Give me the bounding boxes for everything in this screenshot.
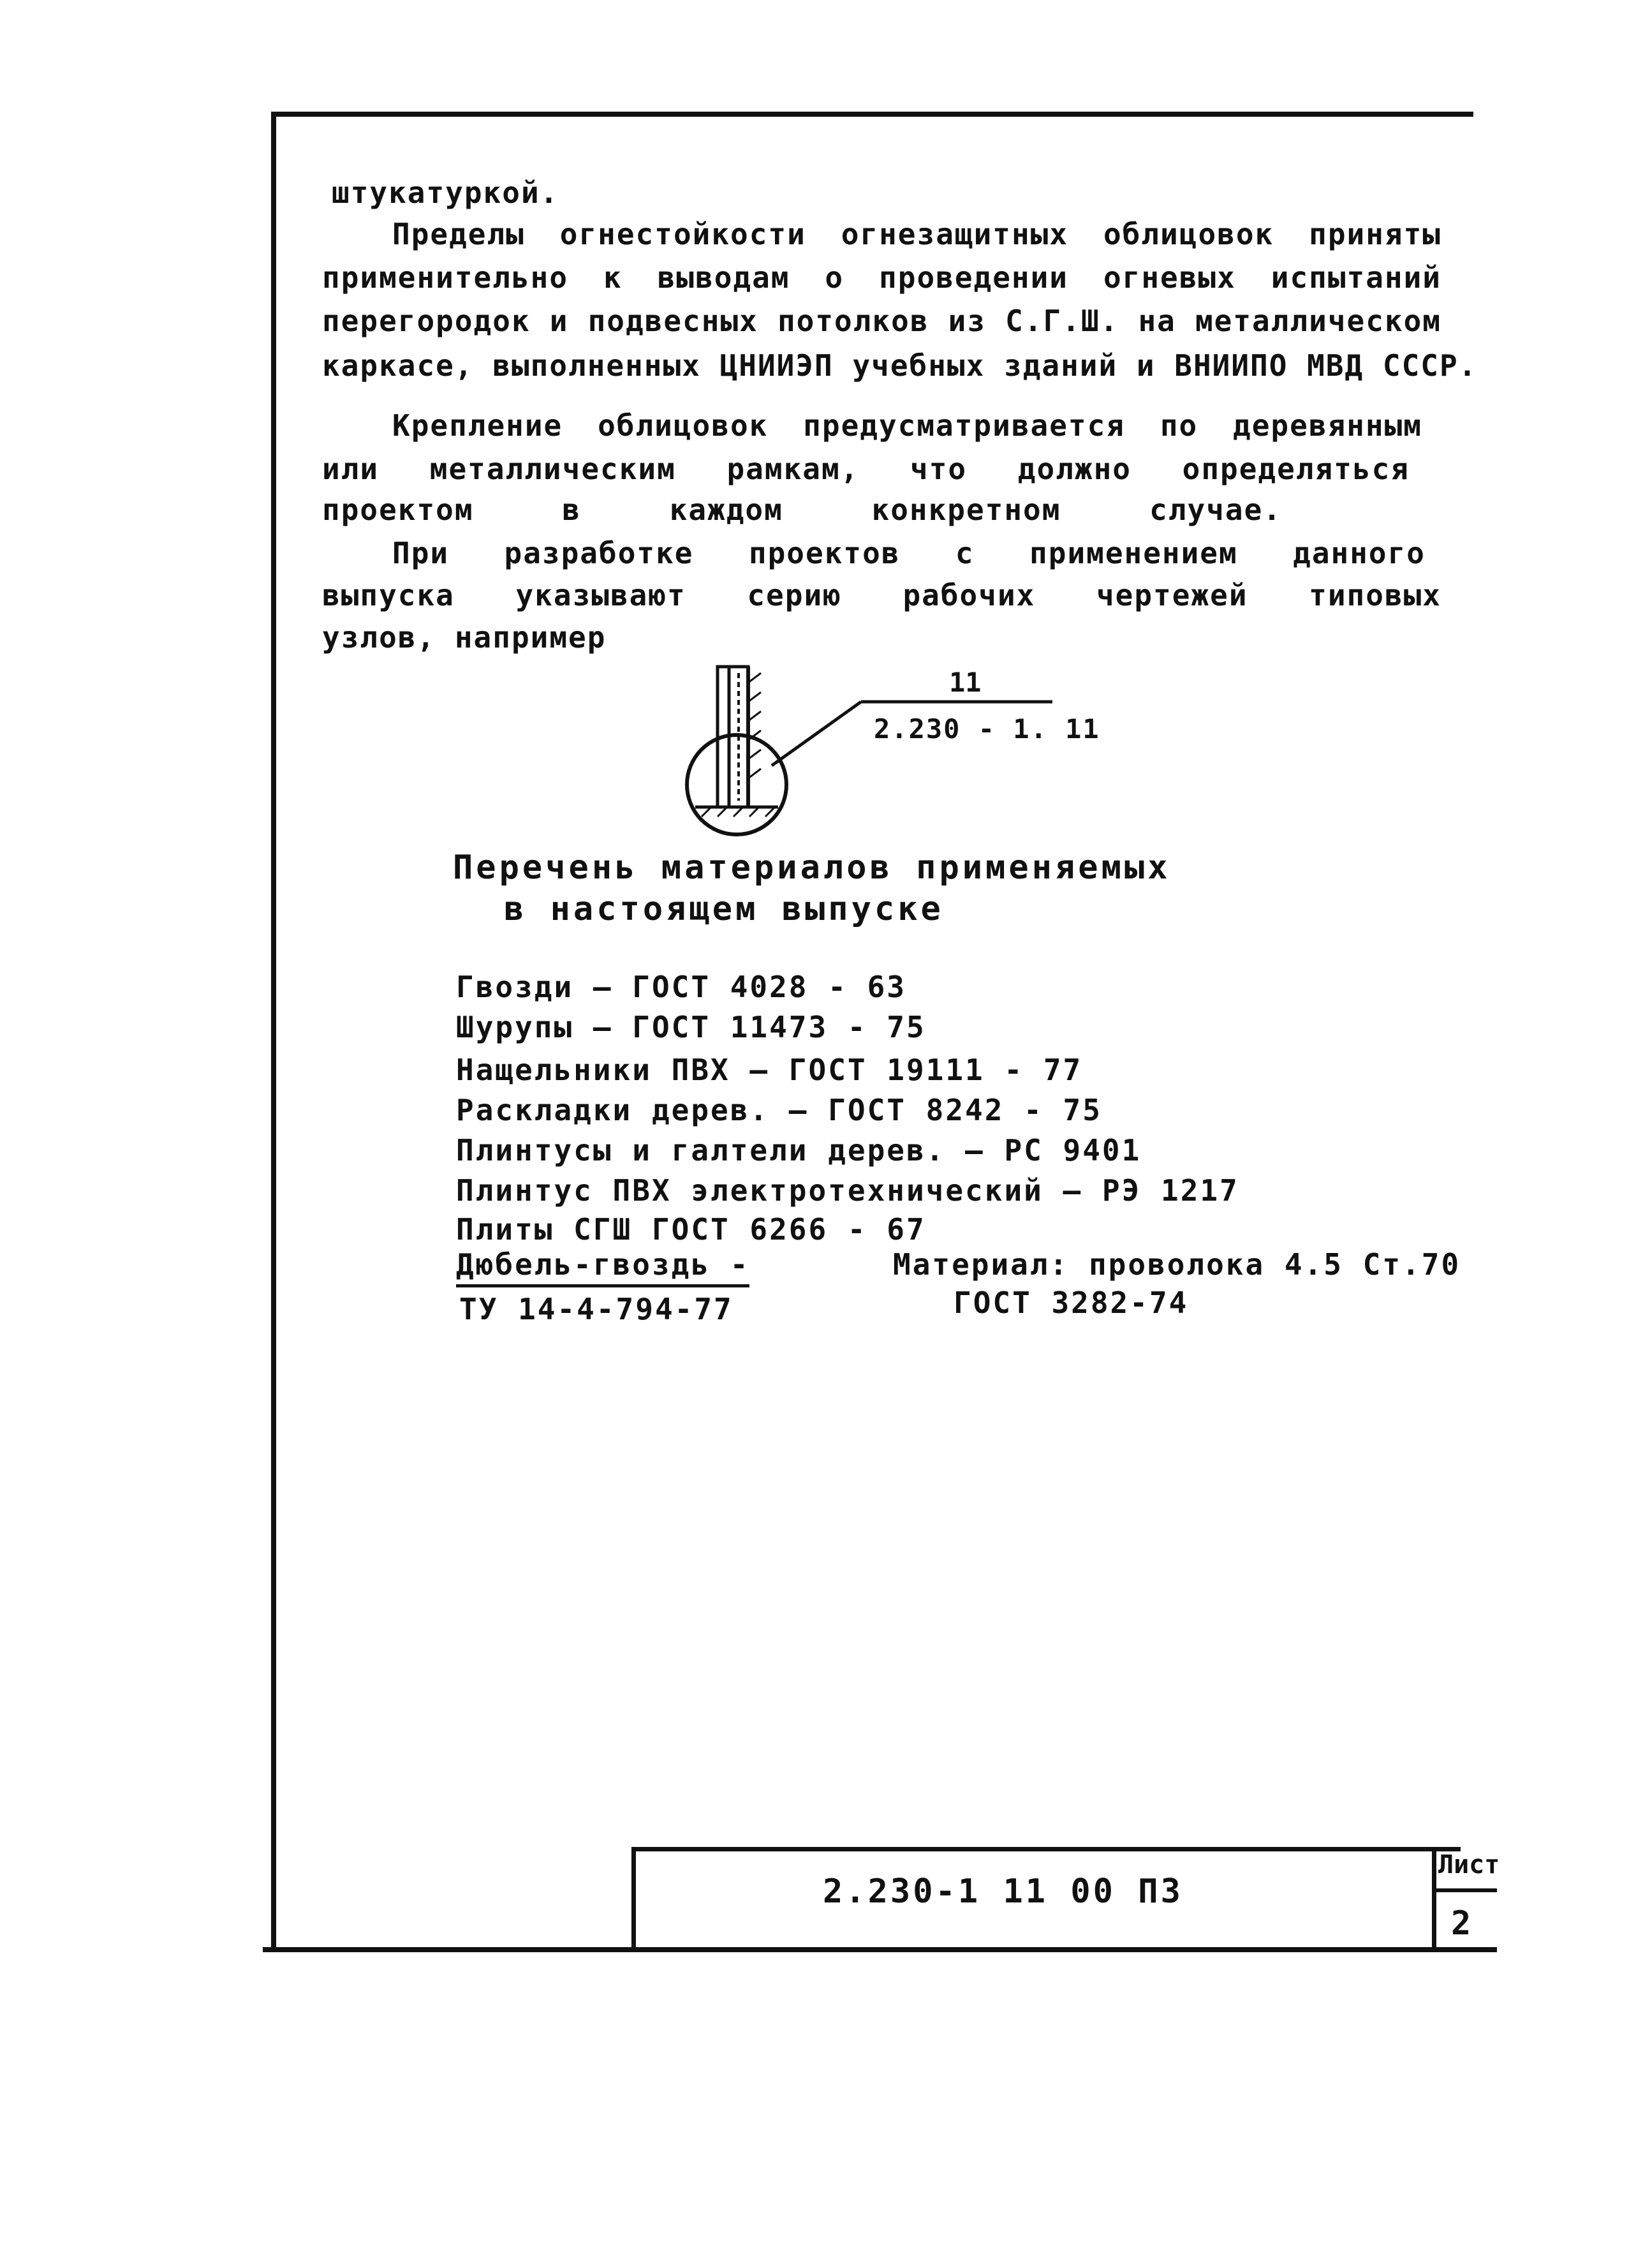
dowel-nail-name: Дюбель-гвоздь - <box>456 1247 749 1287</box>
paragraph-2-line-1: Крепление облицовок предусматривается по деревянным <box>392 408 1422 443</box>
materials-heading-line-1: Перечень материалов применяемых <box>453 849 1171 887</box>
sheet-number: 2 <box>1451 1904 1471 1943</box>
dowel-nail-material: Материал: проволока 4.5 Ст.70 <box>893 1247 1461 1282</box>
material-item: Плинтусы и галтели дерев. — РС 9401 <box>456 1133 1142 1167</box>
materials-heading-line-2: в настоящем выпуске <box>504 890 944 928</box>
material-item: Плиты СГШ ГОСТ 6266 - 67 <box>456 1212 926 1247</box>
paragraph-1-line-1: Пределы огнестойкости огнезащитных облицовок приняты <box>392 217 1441 251</box>
material-item: Раскладки дерев. — ГОСТ 8242 - 75 <box>456 1093 1102 1127</box>
paragraph-1-line-2: применительно к выводам о проведении огневых испытаний <box>322 260 1441 295</box>
paragraph-2-line-3: проектом в каждом конкретном случае. <box>322 493 1282 527</box>
material-item: Плинтус ПВХ электротехнический — РЭ 1217 <box>456 1173 1239 1208</box>
paragraph-3-line-3: узлов, например <box>322 620 607 655</box>
frame-top-border <box>271 112 1473 117</box>
paragraph-1-line-3: перегородок и подвесных потолков из С.Г.Ш. на металлическом <box>322 304 1441 338</box>
callout-series-reference: 2.230 - 1. 11 <box>874 713 1100 745</box>
sheet-label: Лист <box>1438 1850 1500 1879</box>
sheet-cell-divider <box>1436 1888 1497 1892</box>
dowel-nail-gost: ГОСТ 3282-74 <box>954 1286 1189 1320</box>
callout-node-number: 11 <box>949 667 982 698</box>
title-block-divider <box>1432 1847 1436 1949</box>
paragraph-1-line-4: каркасе, выполненных ЦНИИЭП учебных зданий и ВНИИПО МВД СССР. <box>322 348 1478 383</box>
material-item: Нащельники ПВХ — ГОСТ 19111 - 77 <box>456 1053 1083 1087</box>
frame-left-border <box>271 112 276 1952</box>
paragraph-2-line-2: или металлическим рамкам, что должно определяться <box>322 452 1410 486</box>
paragraph-3-line-2: выпуска указывают серию рабочих чертежей типовых <box>322 578 1441 612</box>
paragraph-3-line-1: При разработке проектов с применением данного <box>392 536 1426 570</box>
material-item: Шурупы — ГОСТ 11473 - 75 <box>456 1010 926 1044</box>
dowel-nail-tu: ТУ 14-4-794-77 <box>459 1292 733 1326</box>
detail-node-drawing <box>670 657 1072 849</box>
intro-tail: штукатуркой. <box>332 175 559 210</box>
document-code: 2.230-1 11 00 ПЗ <box>823 1872 1183 1911</box>
material-item: Гвозди — ГОСТ 4028 - 63 <box>456 970 906 1004</box>
